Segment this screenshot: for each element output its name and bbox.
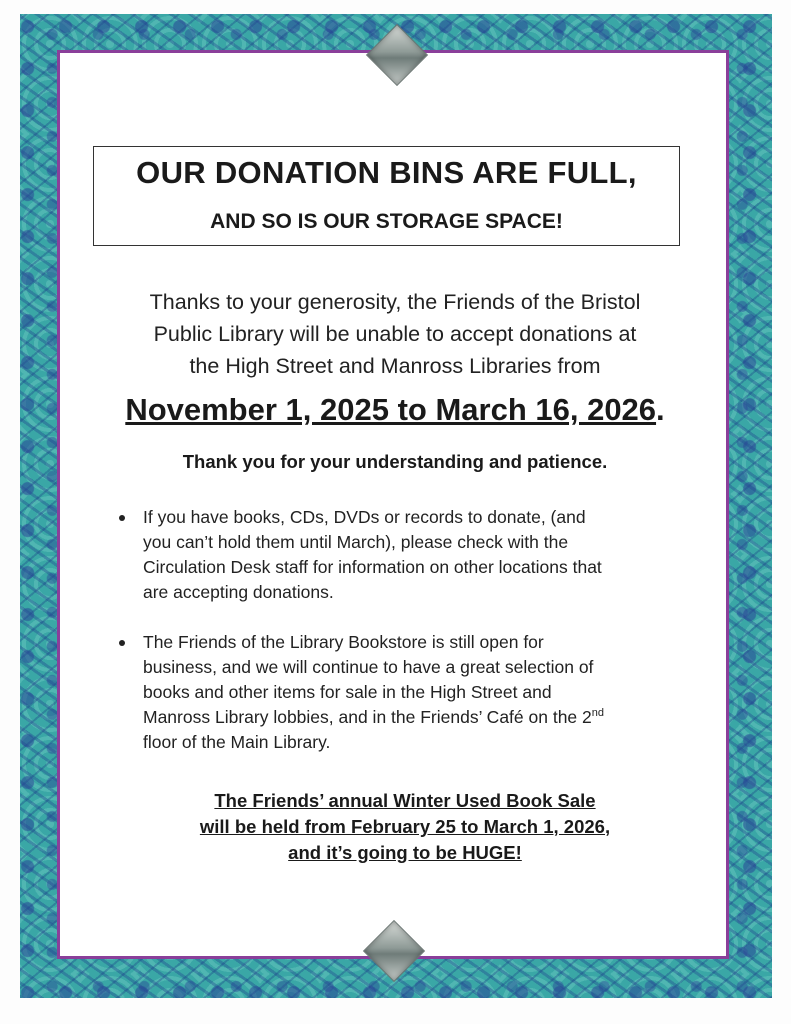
intro-paragraph	[80, 286, 710, 382]
bullet-line: books and other items for sale in the High Street and	[143, 682, 552, 702]
sale-line: will be held from February 25 to March 1, 2026,	[199, 816, 611, 837]
closure-dates	[80, 392, 710, 428]
bullet-line: Circulation Desk staff for information on other locations that	[143, 557, 602, 577]
headline-title: OUR DONATION BINS ARE FULL,	[136, 155, 637, 190]
bullet-line	[143, 705, 675, 730]
bullet-icon	[119, 640, 125, 646]
bullet-line: business, and we will continue to have a great selection of	[143, 657, 594, 677]
bullet-line: you can’t hold them until March), please check with the	[143, 532, 569, 552]
bullet-line: are accepting donations.	[143, 582, 334, 602]
intro-line: Thanks to your generosity, the Friends of the Bristol	[149, 290, 641, 314]
bullet-line: If you have books, CDs, DVDs or records to donate, (and	[143, 507, 586, 527]
thank-you-note: Thank you for your understanding and patience.	[182, 451, 608, 472]
list-item	[115, 630, 675, 755]
sale-line: The Friends’ annual Winter Used Book Sale	[214, 790, 596, 811]
closure-dates-period: .	[656, 392, 665, 427]
sale-line: and it’s going to be HUGE!	[288, 842, 522, 863]
intro-line: Public Library will be unable to accept donations at	[153, 322, 637, 346]
intro-line: the High Street and Manross Libraries from	[189, 354, 601, 378]
bullet-line: floor of the Main Library.	[143, 732, 331, 752]
headline-box	[93, 146, 680, 246]
bullet-line: The Friends of the Library Bookstore is still open for	[143, 632, 544, 652]
bullet-list	[115, 505, 675, 755]
list-item	[115, 505, 675, 605]
headline-subtitle: AND SO IS OUR STORAGE SPACE!	[210, 210, 563, 233]
ordinal-superscript: nd	[591, 707, 605, 720]
closure-dates-text: November 1, 2025 to March 16, 2026	[125, 392, 657, 427]
bullet-icon	[119, 515, 125, 521]
book-sale-announcement	[100, 788, 710, 866]
bullet-line-text: Manross Library lobbies, and in the Friends’ Café on the 2	[143, 707, 592, 727]
